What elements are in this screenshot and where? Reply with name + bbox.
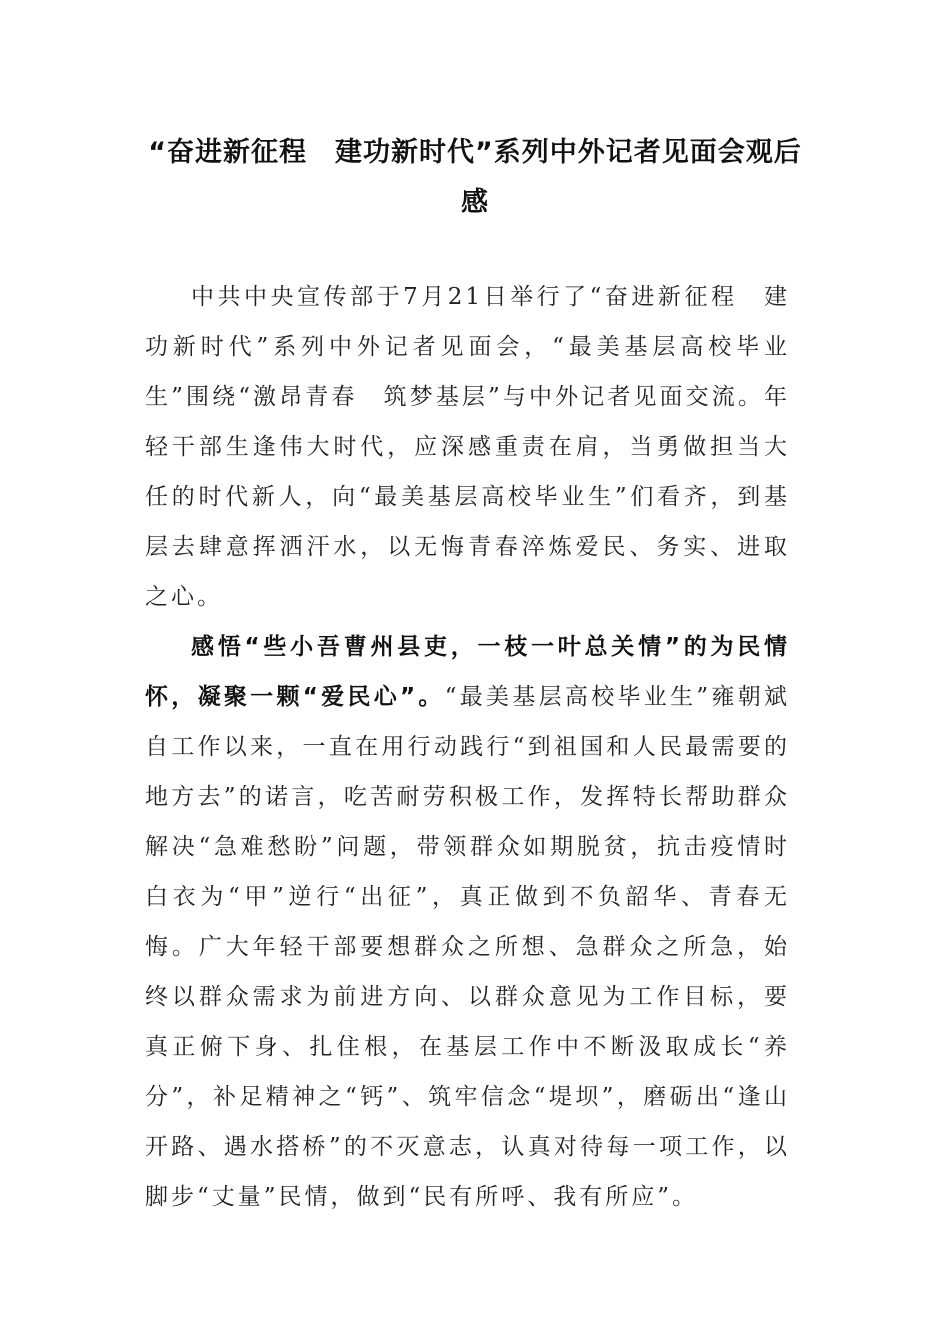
document-body <box>145 272 790 1222</box>
paragraph-love-people <box>145 622 790 1222</box>
paragraph-lead-sentence: 感悟“些小吾曹州县吏，一枝一叶总关情”的为民情怀，凝聚一颗“爱民心”。 <box>145 634 790 710</box>
paragraph-text: 中共中央宣传部于7月21日举行了“奋进新征程 建功新时代”系列中外记者见面会，“最美基层高校毕业生”围绕“激昂青春 筑梦基层”与中外记者见面交流。年轻干部生逢伟大时代，应深感重责在肩，当勇做担当大任的时代新人，向“最美基层高校毕业生”们看齐，到基层去肆意挥洒汗水，以无悔青春淬炼爱民、务实、进取之心。 <box>145 284 790 610</box>
paragraph-intro <box>145 272 790 622</box>
paragraph-text: “最美基层高校毕业生”雍朝斌自工作以来，一直在用行动践行“到祖国和人民最需要的地方去”的诺言，吃苦耐劳积极工作，发挥特长帮助群众解决“急难愁盼”问题，带领群众如期脱贫，抗击疫情时白衣为“甲”逆行“出征”，真正做到不负韶华、青春无悔。广大年轻干部要想群众之所想、急群众之所急，始终以群众需求为前进方向、以群众意见为工作目标，要真正俯下身、扎住根，在基层工作中不断汲取成长“养分”，补足精神之“钙”、筑牢信念“堤坝”，磨砺出“逢山开路、遇水搭桥”的不灭意志，认真对待每一项工作，以脚步“丈量”民情，做到“民有所呼、我有所应”。 <box>145 684 790 1210</box>
document-title: “奋进新征程 建功新时代”系列中外记者见面会观后感 <box>148 137 802 218</box>
